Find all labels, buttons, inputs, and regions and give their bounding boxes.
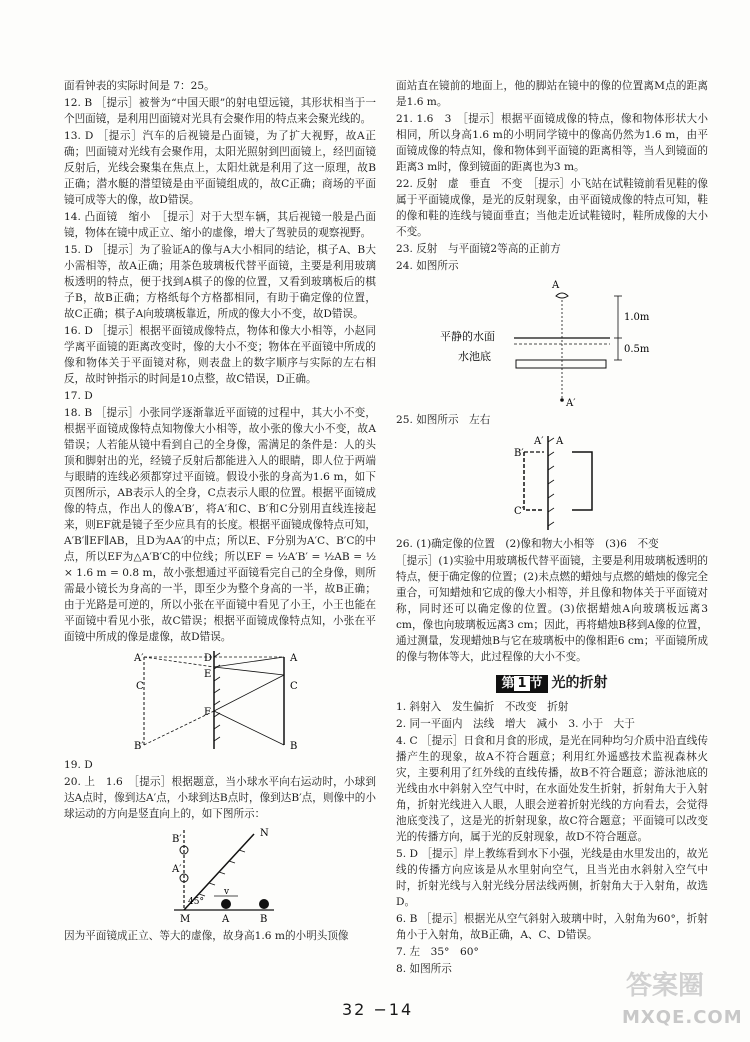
label-height-2: 0.5m: [624, 344, 650, 355]
label-water-surface: 平静的水面: [440, 330, 495, 343]
label-angle: 45°: [188, 897, 204, 907]
answer-text: 面看钟表的实际时间是 7：25。: [64, 80, 215, 92]
answer-16: 16. D ［提示］根据平面镜成像特点，物体和像大小相等，小赵同学离平面镜的距离改变时，像的大小不变；物体在平面镜中所成的像和物体关于平面镜对称，则表盘上的数字顺序与实际的左右相反，故时钟指示的时间是10点整，故C错误，D正确。: [64, 325, 376, 385]
label-a-prime: A′: [134, 653, 144, 664]
label-b: B: [290, 741, 298, 752]
label-a: A: [222, 914, 230, 924]
watermark-logo: 答案圈: [626, 971, 705, 1001]
answer-6: 6. B ［提示］根据光从空气斜射入玻璃中时，入射角为60°，折射角小于入射角，故B正确，A、C、D错误。: [396, 913, 708, 941]
section-heading: [396, 675, 708, 693]
label-c-right: C: [290, 681, 298, 692]
label-m: M: [180, 914, 191, 924]
answer-2: 2. 同一平面内 法线 增大 减小 3. 小于 大于: [396, 718, 635, 730]
answer-5: 5. D ［提示］岸上教练看到水下小强，光线是由水里发出的，故光线的传播方向应该是从水里射向空气，且当光由水斜射入空气中时，折射光线与入射光线分居法线两侧，折射角大于入射角，故选D。: [396, 848, 708, 908]
label-n: N: [260, 828, 269, 839]
figure-20-ball-mirror-diagram: [64, 826, 376, 924]
answer-26: 26. (1)确定像的位置 (2)像和物大小相等 (3)6 不变: [396, 538, 659, 550]
answer-18: 18. B ［提示］小张同学逐渐靠近平面镜的过程中，其大小不变，根据平面镜成像特点知物像大小相等，故小张的像大小不变，故A错误；人若能从镜中看到自己的全身像，需满足的条件是：人的头顶和脚射出的光，经镜子反射后都能进入人的眼睛，即人位于两端与眼睛的连线必须都穿过平面镜。假设小张的身高为1.6 m，如下页图所示，AB表示人的全身，C点表示人眼的位置。根据平面镜成像的特点，作出人的像A′B′，将A′和C、B′和C分别用直线连接起来，则EF就是镜子至少应具有的长度。根据平面镜成像特点可知，A′B′∥EF∥AB，且D为AA′的中点；所以E、F分别为A′C、B′C的中点，所以EF为△A′B′C的中位线；所以EF = ½A′B′ = ½AB = ½ × 1.6 m = 0.8 m，故小张想通过平面镜看完自己的全身像，则所需最小镜长为身高的一半，即至少为整个身高的一半，故B正确；由于光路是可逆的，所以小张在平面镜中看见了小王，小王也能在平面镜中看见小张，故C错误；根据平面镜成像特点知，小张在平面镜中所成的像是虚像，故D错误。: [64, 407, 376, 643]
section-title: 光的折射: [551, 675, 608, 691]
answer-8: 8. 如图所示: [396, 963, 452, 975]
answer-17: 17. D: [64, 390, 93, 402]
section-badge: 第 1 节: [496, 675, 547, 693]
answer-7: 7. 左 35° 60°: [396, 946, 479, 958]
answer-19: 19. D: [64, 759, 93, 771]
label-v: v: [224, 887, 230, 897]
answer-12: 12. B ［提示］被誉为“中国天眼”的射电望远镜，其形状相当于一个凹面镜，是利用凹面镜对光具有会聚作用的特点来会聚光线的。: [64, 97, 376, 125]
answer-21: 21. 1.6 3 ［提示］根据平面镜成像的特点，像和物体形状大小相同，所以身高1.6 m的小明同学镜中的像高仍然为1.6 m，由平面镜成像的特点知，像和物体到平面镜的距离相等，当人到镜面的距离3 m时，像到镜面的距离也为3 m。: [396, 113, 708, 173]
label-c: C: [136, 681, 144, 692]
answer-15: 15. D ［提示］为了验证A的像与A大小相同的结论，棋子A、B大小需相等，故A正确；用茶色玻璃板代替平面镜，主要是利用玻璃板透明的特点，便于找到A棋子的像的位置，又看到玻璃板后的棋子B，故B正确；方格纸每个方格都相同，有助于确定像的位置，故C正确；棋子A向玻璃板靠近，所成的像大小不变，故D错误。: [64, 244, 376, 320]
label-height-1: 1.0m: [624, 312, 650, 323]
answer-24: 24. 如图所示: [396, 260, 459, 272]
page-number: 32 −14: [342, 1000, 414, 1019]
label-a: A: [552, 280, 560, 291]
answer-25: 25. 如图所示 左右: [396, 414, 491, 426]
left-column: [64, 78, 376, 945]
answer-4: 4. C ［提示］日食和月食的形成，是光在同种均匀介质中沿直线传播产生的现象，故A不符合题意；利用红外遥感技术监视森林火灾，主要利用了红外线的直线传播，故B不符合题意；游泳池底的光线由水中斜射入空气中时，在水面处发生折射，折射角大于入射角，折射光线进入人眼，人眼会逆着折射光线的方向看去，会觉得池底变浅了，这是光的折射现象，故C符合题意；平面镜可以改变光的传播方向，属于光的反射现象，故D不符合题意。: [396, 735, 708, 843]
label-b-prime: B′: [134, 741, 144, 752]
label-b-prime: B′: [514, 448, 524, 459]
answer-text: 因为平面镜成正立、等大的虚像，故身高1.6 m的小明头顶像: [64, 930, 349, 942]
label-a-prime: A′: [534, 436, 544, 447]
answer-13: 13. D ［提示］汽车的后视镜是凸面镜，为了扩大视野，故A正确；凹面镜对光线有会聚作用，太阳光照射到凹面镜上，经凹面镜反射后，光线会聚集在焦点上，太阳灶就是利用了这一原理，故B正确；潜水艇的潜望镜是由平面镜组成的，故C正确；商场的平面镜可成等大的像，故D错误。: [64, 130, 376, 206]
label-a-prime: A′: [566, 398, 576, 408]
label-b: B: [260, 914, 268, 924]
label-a-prime: A′: [172, 864, 182, 875]
answer-text: 面站直在镜前的地面上，他的脚站在镜中的像的位置离M点的距离是1.6 m。: [396, 80, 708, 108]
label-d: D: [204, 653, 213, 664]
answer-22: 22. 反射 虚 垂直 不变 ［提示］小飞站在试鞋镜前看见鞋的像属于平面镜成像，是光的反射现象，由平面镜成像的特点可知，鞋的像和鞋的连线与镜面垂直；当他走近试鞋镜时，鞋所成像的大小不变。: [396, 178, 708, 238]
answer-26-hint: ［提示］(1)实验中用玻璃板代替平面镜，主要是利用玻璃板透明的特点，便于确定像的位置；(2)未点燃的蜡烛与点燃的蜡烛的像完全重合，可知蜡烛和它成的像大小相等，并且像和物体关于平面镜对称，同时还可以确定像的位置。(3)依据蜡烛A向玻璃板远离3 cm，像也向玻璃板远离3 cm；因此，再将蜡烛B移到A像的位置，通过测量，发现蜡烛B与它在玻璃板中的像相距6 cm；平面镜所成的像与物体等大，此过程像的大小不变。: [396, 555, 708, 663]
figure-25-mirror-image: [396, 432, 708, 532]
answer-14: 14. 凸面镜 缩小 ［提示］对于大型车辆，其后视镜一般是凸面镜，物体在镜中成正立、缩小的虚像，增大了驾驶员的观察视野。: [64, 211, 376, 239]
figure-24-water-reflection: [396, 278, 708, 408]
label-e: E: [204, 669, 212, 680]
right-column: [396, 78, 708, 978]
answer-23: 23. 反射 与平面镜2等高的正前方: [396, 243, 561, 255]
answer-1: 1. 斜射入 发生偏折 不改变 折射: [396, 701, 569, 713]
label-a: A: [290, 653, 298, 664]
watermark: MXQE.COM: [622, 1007, 743, 1028]
label-c-prime: C′: [514, 506, 524, 517]
label-a: A: [556, 436, 564, 447]
label-b-prime: B′: [172, 834, 182, 845]
answer-20: 20. 上 1.6 ［提示］根据题意，当小球水平向右运动时，小球到达A点时，像到达A′点，小球到达B点时，像到达B′点，则像中的小球运动的方向是竖直向上的，如下图所示：: [64, 776, 376, 820]
label-pool-bottom: 水池底: [458, 350, 491, 363]
label-f: F: [204, 707, 211, 718]
figure-18-mirror-diagram: [64, 649, 376, 753]
